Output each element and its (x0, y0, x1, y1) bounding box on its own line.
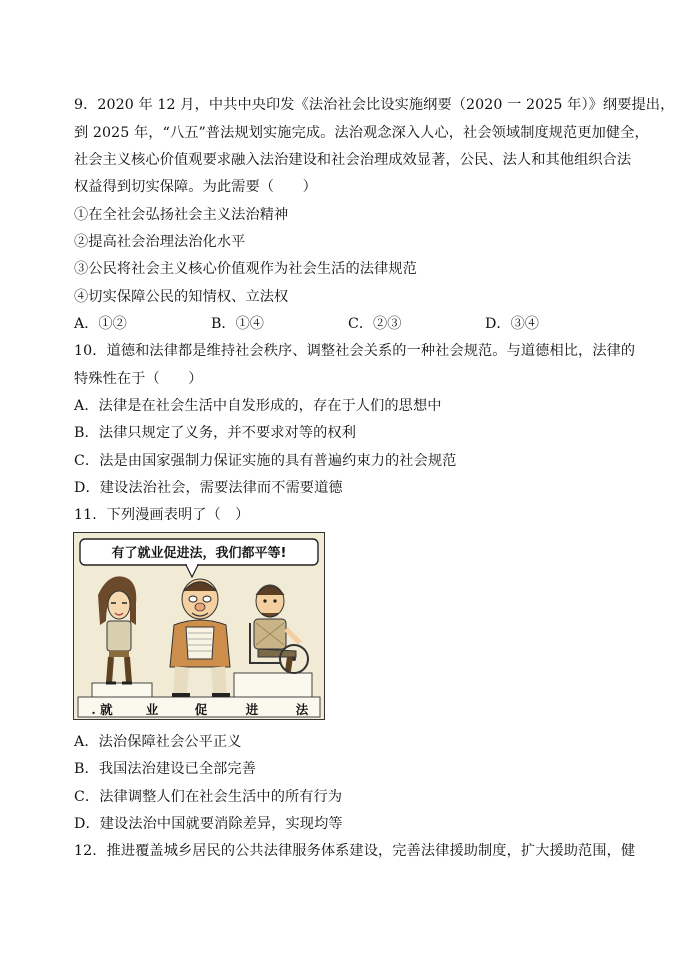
q10-stem-line-2: 特殊性在于（ ） (74, 371, 203, 387)
base-char-5: 法 (295, 702, 309, 717)
q9-item-2: ②提高社会治理法治化水平 (74, 234, 246, 250)
base-char-1: . 就 (91, 702, 113, 717)
q10-option-d[interactable]: D．建设法治社会，需要法律而不需要道德 (74, 480, 343, 496)
q9-stem-line-1: 9．2020 年 12 月，中共中央印发《法治社会比设实施纲要（2020 一 2025 年）》纲要提出， (74, 97, 675, 113)
q11-option-c[interactable]: C．法律调整人们在社会生活中的所有行为 (74, 789, 343, 805)
comic-illustration (73, 532, 325, 720)
q9-option-c[interactable]: C．②③ (348, 316, 402, 332)
base-char-4: 进 (245, 702, 259, 717)
q11-option-d[interactable]: D．建设法治中国就要消除差异，实现均等 (74, 816, 343, 832)
q10-option-b[interactable]: B．法律只规定了义务，并不要求对等的权利 (74, 425, 356, 441)
q9-option-b[interactable]: B．①④ (211, 316, 264, 332)
q11-option-a[interactable]: A．法治保障社会公平正义 (74, 734, 242, 750)
base-char-3: 促 (194, 702, 208, 717)
q9-item-4: ④切实保障公民的知情权、立法权 (74, 289, 289, 305)
q9-option-a[interactable]: A．①② (74, 316, 127, 332)
q9-stem-line-4: 权益得到切实保障。为此需要（ ） (74, 179, 317, 195)
q9-item-1: ①在全社会弘扬社会主义法治精神 (74, 207, 289, 223)
q10-stem-line-1: 10．道德和法律都是维持社会秩序、调整社会关系的一种社会规范。与道德相比，法律的 (74, 343, 636, 359)
base-char-2: 业 (145, 702, 159, 717)
q10-option-c[interactable]: C．法是由国家强制力保证实施的具有普遍约束力的社会规范 (74, 453, 457, 469)
q9-stem-line-2: 到 2025 年，“八五”普法规划实施完成。法治观念深入人心，社会领域制度规范更加健全， (74, 125, 649, 141)
q11-option-b[interactable]: B．我国法治建设已全部完善 (74, 761, 256, 777)
q12-stem-line-1: 12．推进覆盖城乡居民的公共法律服务体系建设，完善法律援助制度，扩大援助范围，健 (74, 843, 636, 859)
q9-stem-line-3: 社会主义核心价值观要求融入法治建设和社会治理成效显著，公民、法人和其他组织合法 (74, 152, 632, 168)
q10-option-a[interactable]: A．法律是在社会生活中自发形成的，存在于人们的思想中 (74, 398, 442, 414)
q9-item-3: ③公民将社会主义核心价值观作为社会生活的法律规范 (74, 261, 417, 277)
q11-stem: 11．下列漫画表明了（ ） (74, 507, 250, 523)
speech-text: 有了就业促进法，我们都平等! (111, 546, 287, 561)
q9-option-d[interactable]: D．③④ (485, 316, 539, 332)
q9-options (74, 314, 634, 334)
